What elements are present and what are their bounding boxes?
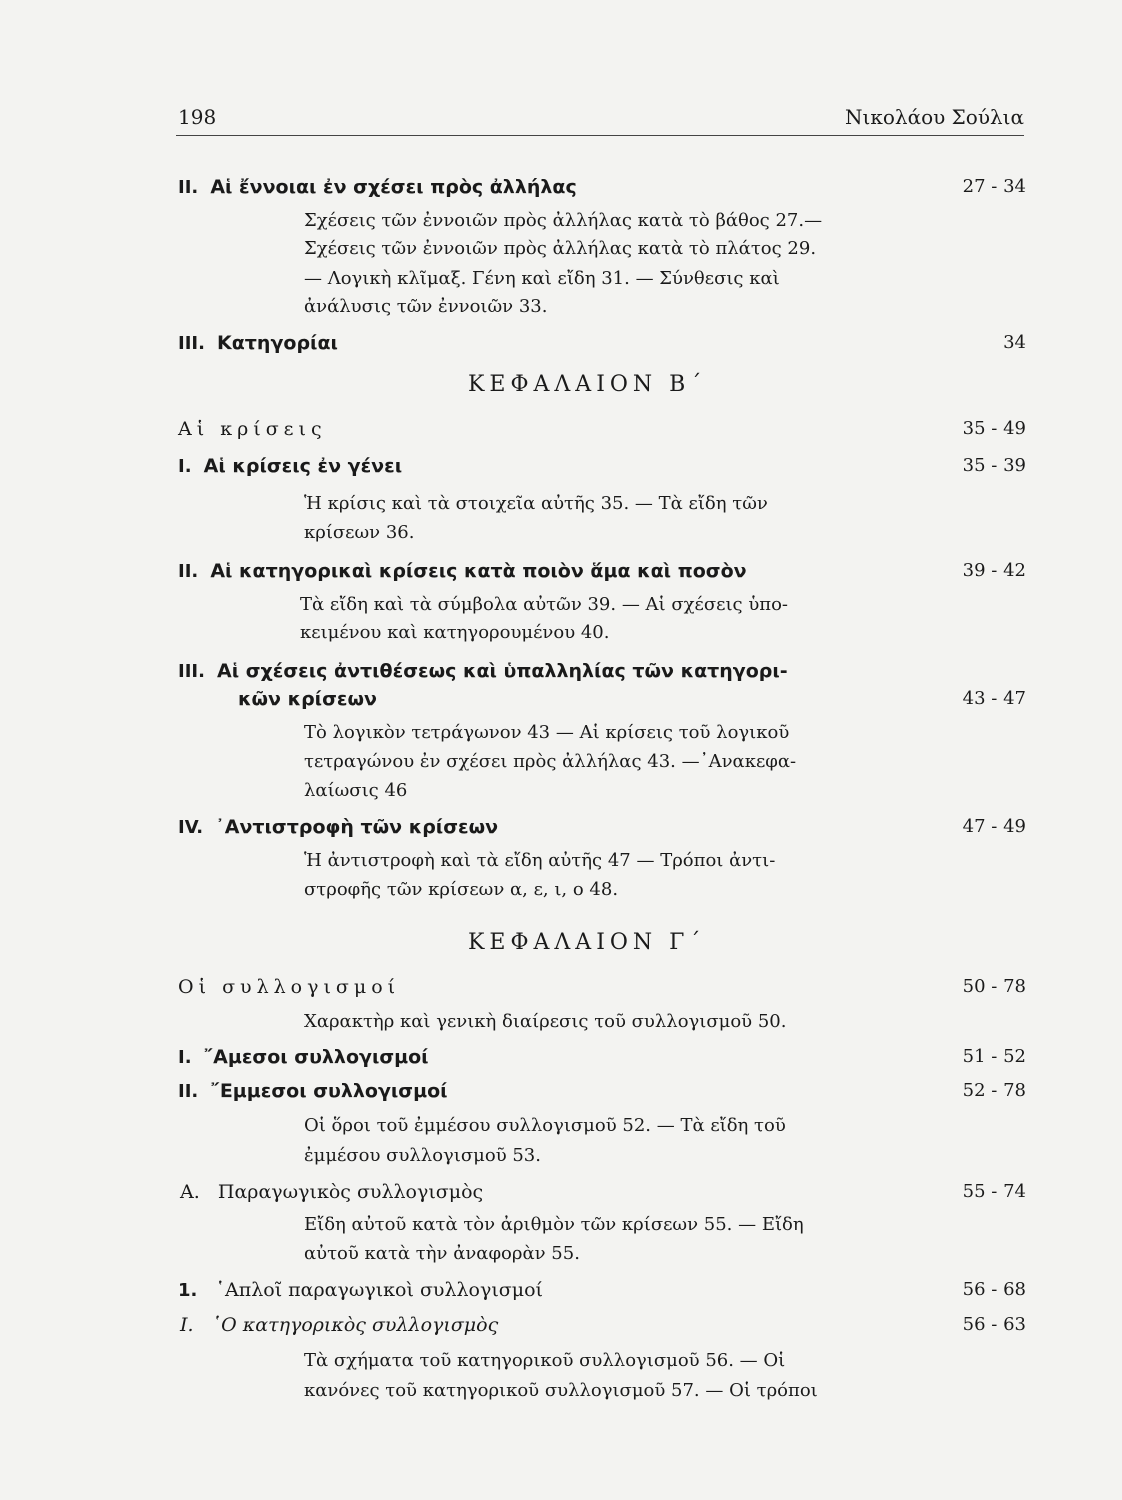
toc-entry-pages: 34	[1003, 332, 1026, 353]
toc-entry-title-cont: κῶν κρίσεων	[238, 688, 377, 710]
running-head-author: Νικολάου Σούλια	[845, 105, 1024, 129]
toc-entry-pages: 50 - 78	[962, 976, 1026, 997]
toc-entry-desc-line: — Λογικὴ κλῖμαξ. Γένη καὶ εἴδη 31. — Σύνθεσις καὶ	[304, 268, 780, 289]
toc-entry-title: III. Κατηγορίαι	[178, 332, 338, 354]
page-number: 198	[178, 105, 217, 129]
toc-entry-desc-line: Σχέσεις τῶν ἐννοιῶν πρὸς ἀλλήλας κατὰ τὸ βάθος 27.—	[304, 210, 823, 231]
toc-entry-desc-line: Σχέσεις τῶν ἐννοιῶν πρὸς ἀλλήλας κατὰ τὸ πλάτος 29.	[304, 238, 817, 259]
toc-entry-pages: 56 - 63	[962, 1314, 1026, 1335]
toc-entry-title: II. Αἱ κατηγορικαὶ κρίσεις κατὰ ποιὸν ἅμα καὶ ποσὸν	[178, 560, 747, 582]
toc-entry-desc-line: Ἡ ἀντιστροφὴ καὶ τὰ εἴδη αὐτῆς 47 — Τρόποι ἀντι-	[304, 850, 776, 871]
toc-entry-pages: 35 - 49	[962, 418, 1026, 439]
toc-entry-pages: 27 - 34	[962, 176, 1026, 197]
toc-entry-pages: 47 - 49	[962, 816, 1026, 837]
toc-entry-title: III. Αἱ σχέσεις ἀντιθέσεως καὶ ὑπαλληλίας τῶν κατηγορι-	[178, 660, 788, 682]
toc-entry-pages: 35 - 39	[962, 455, 1026, 476]
toc-entry-title: II. Αἱ ἔννοιαι ἐν σχέσει πρὸς ἀλλήλας	[178, 176, 577, 198]
toc-entry-desc-line: Οἱ ὅροι τοῦ ἐμμέσου συλλογισμοῦ 52. — Τὰ εἴδη τοῦ	[304, 1115, 786, 1136]
toc-entry-pages: 39 - 42	[962, 560, 1026, 581]
toc-entry-desc-line: Χαρακτὴρ καὶ γενικὴ διαίρεσις τοῦ συλλογισμοῦ 50.	[304, 1011, 787, 1032]
chapter-heading: ΚΕΦΑΛΑΙΟΝ Β΄	[468, 372, 707, 397]
toc-part-title: Αἱ κρίσεις	[178, 418, 327, 440]
toc-entry-pages: 55 - 74	[962, 1181, 1026, 1202]
toc-part-title: Οἱ συλλογισμοί	[178, 976, 401, 998]
toc-entry-pages: 56 - 68	[962, 1279, 1026, 1300]
toc-entry-title: II. ῎Εμμεσοι συλλογισμοί	[178, 1080, 448, 1102]
toc-entry-title: IV. ᾿Αντιστροφὴ τῶν κρίσεων	[178, 816, 499, 838]
toc-entry-desc-line: λαίωσις 46	[304, 780, 408, 801]
toc-entry-title: I. Αἱ κρίσεις ἐν γένει	[178, 455, 403, 477]
toc-entry-title: 1. ῾Απλοῖ παραγωγικοὶ συλλογισμοί	[178, 1279, 544, 1301]
toc-entry-title: I. ῾Ο κατηγορικὸς συλλογισμὸς	[180, 1314, 499, 1336]
toc-entry-desc-line: Τὰ σχήματα τοῦ κατηγορικοῦ συλλογισμοῦ 56. — Οἱ	[304, 1350, 786, 1371]
toc-entry-desc-line: ἐμμέσου συλλογισμοῦ 53.	[304, 1145, 541, 1166]
toc-entry-pages: 52 - 78	[962, 1080, 1026, 1101]
toc-entry-desc-line: Ἡ κρίσις καὶ τὰ στοιχεῖα αὐτῆς 35. — Τὰ εἴδη τῶν	[304, 493, 768, 514]
toc-entry-title: I. ῎Αμεσοι συλλογισμοί	[178, 1046, 429, 1068]
toc-entry-desc-line: Εἴδη αὐτοῦ κατὰ τὸν ἀριθμὸν τῶν κρίσεων 55. — Εἴδη	[304, 1214, 804, 1235]
toc-entry-pages: 51 - 52	[962, 1046, 1026, 1067]
toc-entry-title: Α. Παραγωγικὸς συλλογισμὸς	[180, 1181, 484, 1203]
toc-entry-desc-line: στροφῆς τῶν κρίσεων α, ε, ι, ο 48.	[304, 879, 619, 900]
toc-entry-desc-line: ἀνάλυσις τῶν ἐννοιῶν 33.	[304, 296, 548, 317]
toc-entry-desc-line: κανόνες τοῦ κατηγορικοῦ συλλογισμοῦ 57. — Οἱ τρόποι	[304, 1380, 818, 1401]
toc-entry-desc-line: τετραγώνου ἐν σχέσει πρὸς ἀλλήλας 43. —᾿Ανακεφα-	[304, 751, 797, 772]
toc-entry-desc-line: κειμένου καὶ κατηγορουμένου 40.	[300, 622, 610, 643]
toc-entry-desc-line: Τὸ λογικὸν τετράγωνον 43 — Αἱ κρίσεις τοῦ λογικοῦ	[304, 722, 790, 743]
header-rule	[176, 135, 1024, 136]
toc-entry-pages: 43 - 47	[962, 688, 1026, 709]
toc-entry-desc-line: αὐτοῦ κατὰ τὴν ἀναφορὰν 55.	[304, 1243, 580, 1264]
toc-entry-desc-line: Τὰ εἴδη καὶ τὰ σύμβολα αὐτῶν 39. — Αἱ σχέσεις ὑπο-	[300, 594, 789, 615]
toc-entry-desc-line: κρίσεων 36.	[304, 522, 415, 543]
chapter-heading: ΚΕΦΑΛΑΙΟΝ Γ΄	[468, 930, 706, 955]
